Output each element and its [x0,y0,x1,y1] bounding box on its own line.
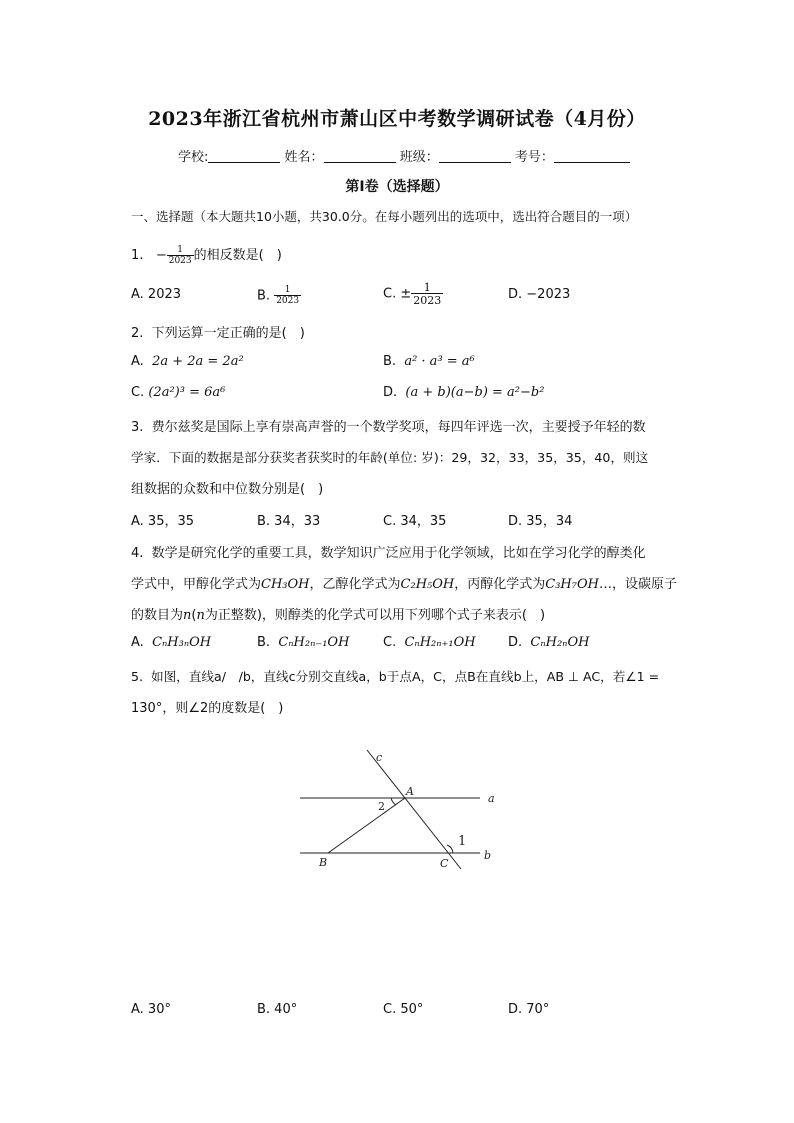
option-c[interactable]: C. 34，35 [383,514,447,529]
text: 的数目为 [131,608,184,623]
option-label: C. [131,385,145,400]
geometry-figure [290,745,510,875]
question-number: 4. [131,546,144,561]
text: …，设碳原子 [598,577,677,592]
stem-line-1: 数学是研究化学的重要工具，数学知识广泛应用于化学领域，比如在学习化学的醇类化 [151,546,646,561]
option-math: CₙH₂ₙ₊₁OH [404,635,476,650]
text: ，乙醇化学式为 [309,577,401,592]
label-c: c [376,751,383,764]
option-a[interactable] [131,354,244,369]
option-b[interactable] [383,354,475,369]
option-b[interactable]: B. 40° [257,1002,298,1017]
school-label: 学校: [178,150,209,165]
option-d[interactable]: D. −2023 [508,287,571,302]
option-label: B. [383,354,397,369]
option-label: C. [383,635,397,650]
formula-propanol: C₃H₇OH [545,577,599,592]
option-label: B. [257,288,271,304]
question-number: 3. [131,420,144,435]
option-c[interactable] [131,385,225,400]
question-number: 5. [131,669,144,684]
option-a[interactable]: A. 35，35 [131,514,195,529]
option-d[interactable]: D. 70° [508,1002,550,1017]
fraction-numerator: 1 [284,285,291,295]
exam-no-label: 考号： [514,150,554,165]
fraction-numerator: 1 [177,244,184,255]
option-c[interactable] [383,282,443,306]
fraction-denominator: 2023 [168,255,192,266]
text: ( [191,608,197,623]
page-title: 2023年浙江省杭州市萧山区中考数学调研试卷（4月份） [148,108,646,130]
option-math: a² · a³ = a⁶ [404,354,475,369]
option-b[interactable]: B. 34，33 [257,514,321,529]
stem-line-3 [131,604,545,623]
variable-n: n [183,608,192,623]
stem-line-3: 组数据的众数和中位数分别是( ) [131,482,324,497]
question-number: 1. [131,248,144,263]
formula-ethanol: C₂H₅OH [400,577,455,592]
question-1-stem [131,244,282,266]
school-blank [208,150,280,163]
option-math: CₙH₃ₙOH [152,635,212,650]
fraction [411,282,443,306]
question-4-stem [131,542,646,561]
stem-line-2: 130°，则∠2的度数是( ) [131,701,284,716]
section-instructions: 一、选择题（本大题共10小题，共30.0分。在每小题列出的选项中，选出符合题目的一项） [131,209,638,224]
text: ，丙醇化学式为 [454,577,546,592]
name-blank [324,150,396,163]
stem-line-2: 学家．下面的数据是部分获奖者获奖时的年龄(单位: 岁)：29，32，33，35，35，40，则这 [131,450,649,465]
option-math: CₙH₂ₙOH [530,635,590,650]
student-info-line [178,146,630,165]
option-math: CₙH₂ₙ₋₁OH [278,635,350,650]
section-heading: 第I卷（选择题） [345,179,449,195]
option-c[interactable]: C. 50° [383,1002,424,1017]
option-math: 2a + 2a = 2a² [152,354,244,369]
fraction [274,286,301,306]
label-a: a [488,792,495,805]
stem-line-1: 如图，直线a/ /b，直线c分别交直线a，b于点A，C，点B在直线b上，AB ⊥ AC，若∠1 = [151,669,660,684]
segment-ab [328,798,405,853]
option-d[interactable] [508,635,589,650]
class-blank [439,150,511,163]
option-label: B. [257,635,271,650]
question-2-stem [131,322,305,341]
text: 学式中，甲醇化学式为 [131,577,262,592]
option-c[interactable] [383,635,476,650]
option-b[interactable] [257,286,301,306]
option-d[interactable] [383,385,544,400]
fraction-denominator: 2023 [413,294,442,307]
option-a[interactable]: A. 2023 [131,287,182,302]
text: 为正整数)，则醇类的化学式可以用下列哪个式子来表示( ) [204,608,546,623]
class-label: 班级： [399,150,439,165]
option-math: (2a²)³ = 6a⁶ [148,385,226,400]
name-label: 姓名： [284,150,324,165]
exam-no-blank [554,150,630,163]
option-label: D. [383,385,398,400]
variable-n: n [196,608,205,623]
question-3-stem [131,416,646,435]
label-angle-1: 1 [458,834,467,849]
option-d[interactable]: D. 35，34 [508,514,573,529]
option-label: A. [131,354,144,369]
stem-text: 的相反数是( ) [193,248,282,263]
fraction [167,246,194,266]
question-number: 2. [131,326,144,341]
stem-line-1: 费尔兹奖是国际上享有崇高声誉的一个数学奖项，每四年评选一次，主要授予年轻的数 [151,420,646,435]
option-a[interactable]: A. 30° [131,1002,171,1017]
option-label: C. ± [383,286,412,302]
label-B: B [319,856,328,869]
label-C: C [440,857,449,870]
angle-2-arc [391,798,396,805]
option-b[interactable] [257,635,349,650]
stem-line-2 [131,573,677,592]
formula-methanol: CH₃OH [261,577,310,592]
stem-text: 下列运算一定正确的是( ) [151,326,305,341]
label-angle-2: 2 [378,800,385,813]
fraction-denominator: 2023 [276,296,300,306]
minus-sign: − [155,248,167,263]
option-a[interactable] [131,635,211,650]
question-5-stem [131,666,659,685]
option-math: (a + b)(a−b) = a²−b² [405,385,545,400]
option-label: D. [508,635,523,650]
label-A: A [406,785,414,798]
option-label: A. [131,635,144,650]
label-b: b [484,849,492,862]
fraction-numerator: 1 [423,281,431,294]
